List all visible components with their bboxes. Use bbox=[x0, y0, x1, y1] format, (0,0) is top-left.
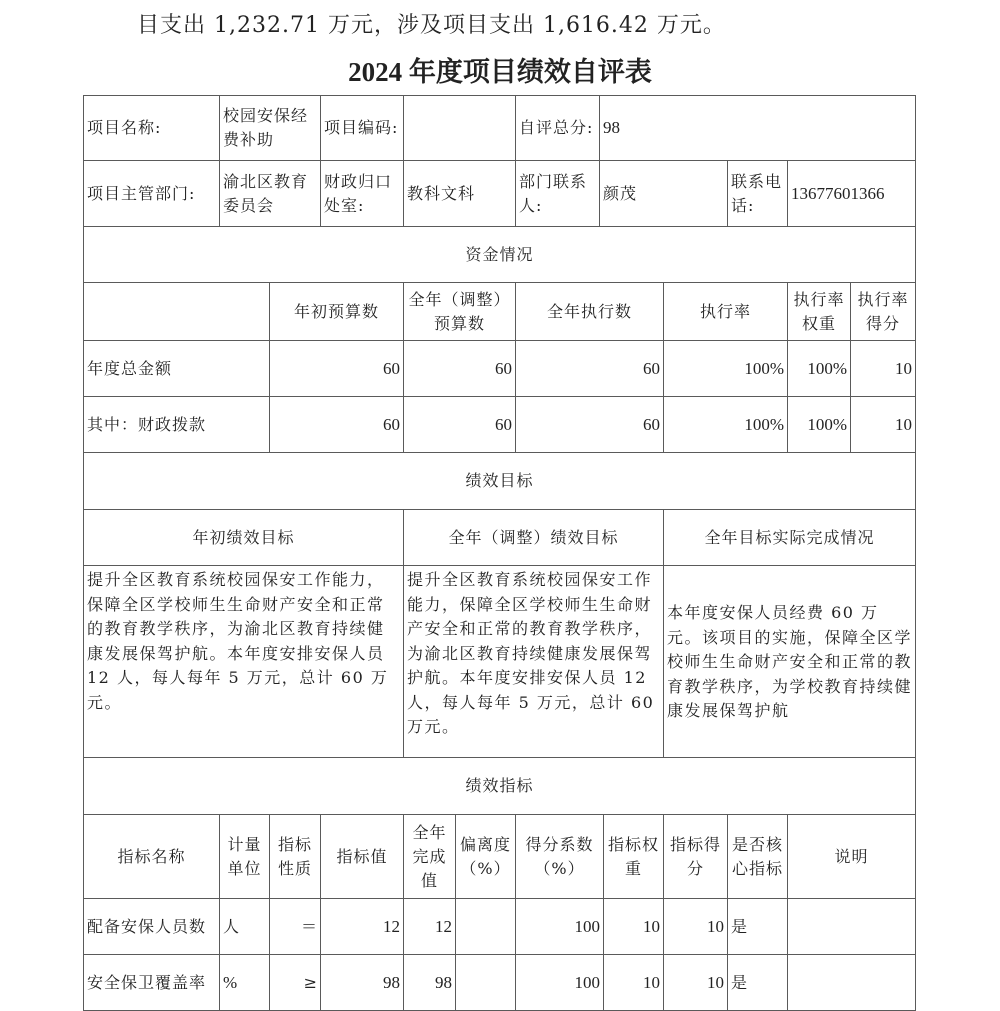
ind-score: 10 bbox=[664, 899, 728, 955]
ind-name: 配备安保人员数 bbox=[84, 899, 220, 955]
funds-row bbox=[84, 341, 916, 397]
dept-label: 项目主管部门: bbox=[84, 161, 220, 227]
funds-header-row bbox=[84, 283, 916, 341]
ind-header-weight: 指标权重 bbox=[604, 815, 664, 899]
funds-row-weight: 100% bbox=[788, 397, 851, 453]
ind-header-name: 指标名称 bbox=[84, 815, 220, 899]
project-name-label: 项目名称: bbox=[84, 96, 220, 161]
dept-value: 渝北区教育委员会 bbox=[220, 161, 321, 227]
goals-header-actual: 全年目标实际完成情况 bbox=[664, 510, 916, 566]
phone-value: 13677601366 bbox=[788, 161, 916, 227]
ind-header-nature: 指标性质 bbox=[270, 815, 321, 899]
ind-coef: 100 bbox=[516, 955, 604, 1011]
ind-score: 10 bbox=[664, 955, 728, 1011]
funds-row-rate: 100% bbox=[664, 341, 788, 397]
project-name-row bbox=[84, 96, 916, 161]
indicator-row bbox=[84, 899, 916, 955]
goals-header-initial: 年初绩效目标 bbox=[84, 510, 404, 566]
funds-section-row bbox=[84, 227, 916, 283]
ind-target: 12 bbox=[321, 899, 404, 955]
goals-header-adjusted: 全年（调整）绩效目标 bbox=[404, 510, 664, 566]
funds-header-rate: 执行率 bbox=[664, 283, 788, 341]
page-title: 2024 年度项目绩效自评表 bbox=[348, 57, 652, 87]
phone-label: 联系电话: bbox=[728, 161, 788, 227]
funds-header-adjusted: 全年（调整）预算数 bbox=[404, 283, 516, 341]
funds-header-blank bbox=[84, 283, 270, 341]
finance-office-label: 财政归口处室: bbox=[321, 161, 404, 227]
indicators-header-row bbox=[84, 815, 916, 899]
funds-header-executed: 全年执行数 bbox=[516, 283, 664, 341]
ind-nature: ＝ bbox=[270, 899, 321, 955]
ind-target: 98 bbox=[321, 955, 404, 1011]
funds-row-executed: 60 bbox=[516, 341, 664, 397]
funds-row-score: 10 bbox=[851, 397, 916, 453]
ind-actual: 12 bbox=[404, 899, 456, 955]
goals-actual-text: 本年度安保人员经费 60 万元。该项目的实施，保障全区学校师生生命财产安全和正常的教育教学秩序，为学校教育持续健康发展保驾护航 bbox=[664, 566, 916, 758]
ind-header-core: 是否核心指标 bbox=[728, 815, 788, 899]
ind-weight: 10 bbox=[604, 955, 664, 1011]
funds-row-initial: 60 bbox=[270, 397, 404, 453]
funds-row bbox=[84, 397, 916, 453]
contact-value: 颜茂 bbox=[600, 161, 728, 227]
goals-adjusted-text: 提升全区教育系统校园保安工作能力，保障全区学校师生生命财产安全和正常的教育教学秩序，为渝北区教育持续健康发展保驾护航。本年度安排安保人员 12 人，每人每年 5 万元，总计 60 万元。 bbox=[404, 566, 664, 758]
funds-row-initial: 60 bbox=[270, 341, 404, 397]
ind-core: 是 bbox=[728, 955, 788, 1011]
funds-row-adjusted: 60 bbox=[404, 397, 516, 453]
ind-deviation bbox=[456, 955, 516, 1011]
ind-deviation bbox=[456, 899, 516, 955]
self-score-value: 98 bbox=[600, 96, 916, 161]
funds-row-weight: 100% bbox=[788, 341, 851, 397]
funds-row-adjusted: 60 bbox=[404, 341, 516, 397]
ind-unit: % bbox=[220, 955, 270, 1011]
indicators-section-row bbox=[84, 758, 916, 815]
ind-header-unit: 计量单位 bbox=[220, 815, 270, 899]
self-score-label: 自评总分: bbox=[516, 96, 600, 161]
project-code-label: 项目编码: bbox=[321, 96, 404, 161]
goals-section-row bbox=[84, 453, 916, 510]
ind-name: 安全保卫覆盖率 bbox=[84, 955, 220, 1011]
goals-header-row bbox=[84, 510, 916, 566]
ind-header-note: 说明 bbox=[788, 815, 916, 899]
goals-content-row bbox=[84, 566, 916, 758]
funds-row-label: 年度总金额 bbox=[84, 341, 270, 397]
ind-header-score: 指标得分 bbox=[664, 815, 728, 899]
project-code-value bbox=[404, 96, 516, 161]
funds-row-executed: 60 bbox=[516, 397, 664, 453]
intro-text: 目支出 1,232.71 万元，涉及项目支出 1,616.42 万元。 bbox=[137, 13, 726, 38]
indicator-row bbox=[84, 955, 916, 1011]
finance-office-value: 教科文科 bbox=[404, 161, 516, 227]
funds-row-label: 其中：财政拨款 bbox=[84, 397, 270, 453]
contact-label: 部门联系人: bbox=[516, 161, 600, 227]
ind-header-actual: 全年完成值 bbox=[404, 815, 456, 899]
ind-header-target: 指标值 bbox=[321, 815, 404, 899]
funds-header-weight: 执行率权重 bbox=[788, 283, 851, 341]
ind-header-coef: 得分系数（%） bbox=[516, 815, 604, 899]
ind-header-deviation: 偏离度（%） bbox=[456, 815, 516, 899]
performance-table bbox=[83, 95, 916, 1011]
ind-note bbox=[788, 899, 916, 955]
ind-nature: ≥ bbox=[270, 955, 321, 1011]
funds-header-initial: 年初预算数 bbox=[270, 283, 404, 341]
funds-section-title: 资金情况 bbox=[84, 227, 916, 283]
goals-section-title: 绩效目标 bbox=[84, 453, 916, 510]
ind-coef: 100 bbox=[516, 899, 604, 955]
funds-row-rate: 100% bbox=[664, 397, 788, 453]
ind-note bbox=[788, 955, 916, 1011]
goals-initial-text: 提升全区教育系统校园保安工作能力，保障全区学校师生生命财产安全和正常的教育教学秩序，为渝北区教育持续健康发展保驾护航。本年度安排安保人员 12 人，每人每年 5 万元，总计 60 万元。 bbox=[84, 566, 404, 758]
funds-header-score: 执行率得分 bbox=[851, 283, 916, 341]
indicators-section-title: 绩效指标 bbox=[84, 758, 916, 815]
ind-unit: 人 bbox=[220, 899, 270, 955]
project-name-value: 校园安保经费补助 bbox=[220, 96, 321, 161]
ind-weight: 10 bbox=[604, 899, 664, 955]
funds-row-score: 10 bbox=[851, 341, 916, 397]
ind-core: 是 bbox=[728, 899, 788, 955]
ind-actual: 98 bbox=[404, 955, 456, 1011]
department-row bbox=[84, 161, 916, 227]
